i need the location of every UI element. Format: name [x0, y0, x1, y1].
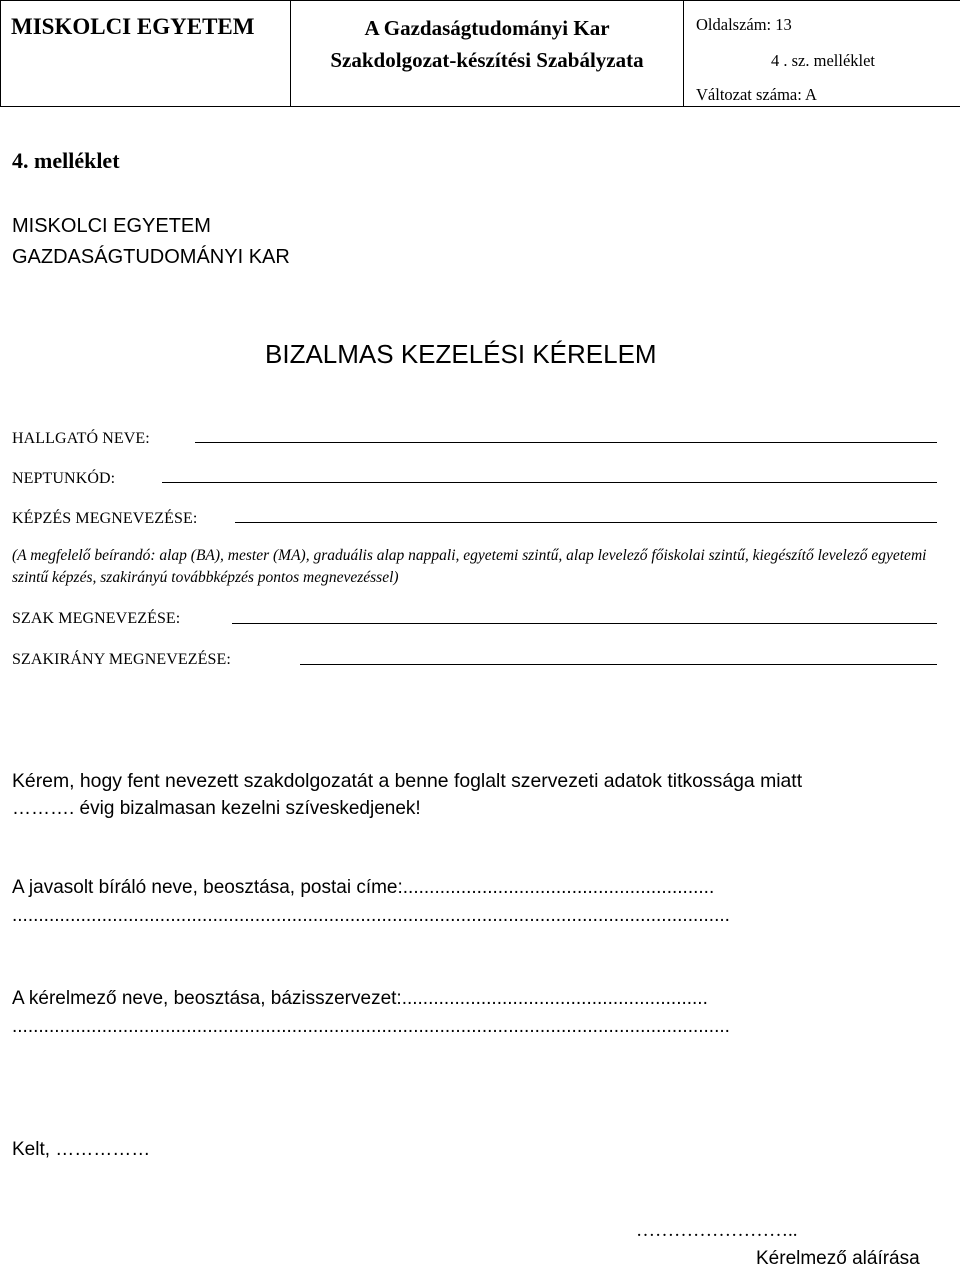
program-label: KÉPZÉS MEGNEVEZÉSE:	[12, 510, 198, 527]
signature-dotted-line[interactable]: ……………………..	[636, 1220, 798, 1241]
institution-faculty: GAZDASÁGTUDOMÁNYI KAR	[12, 246, 290, 268]
form-title: BIZALMAS KEZELÉSI KÉRELEM	[265, 339, 657, 369]
signature-label: Kérelmező aláírása	[756, 1248, 920, 1269]
date-label: Kelt, ……………	[12, 1139, 151, 1160]
header-regulation: Szakdolgozat-készítési Szabályzata	[330, 48, 644, 72]
program-field[interactable]	[235, 522, 937, 523]
request-text-line1: Kérem, hogy fent nevezett szakdolgozatát a benne foglalt szervezeti adatok titkossága miatt	[12, 770, 803, 792]
major-label: SZAK MEGNEVEZÉSE:	[12, 610, 181, 627]
header-faculty: A Gazdaságtudományi Kar	[364, 16, 610, 40]
header-page-number: Oldalszám: 13	[696, 15, 792, 34]
header-annex: 4 . sz. melléklet	[771, 51, 876, 70]
reviewer-label: A javasolt bíráló neve, beosztása, postai címe:...........................................................	[12, 877, 715, 898]
applicant-label: A kérelmező neve, beosztása, bázisszervezet:..........................................................	[12, 988, 708, 1009]
student-name-label: HALLGATÓ NEVE:	[12, 430, 150, 447]
institution-university: MISKOLCI EGYETEM	[12, 215, 211, 237]
specialization-field[interactable]	[300, 664, 937, 665]
reviewer-dotted-line[interactable]: ........................................................................................................................................	[12, 905, 730, 926]
header-university: MISKOLCI EGYETEM	[11, 14, 255, 39]
request-text-line2: ………. évig bizalmasan kezelni szíveskedjenek!	[12, 798, 421, 819]
header-faculty-cell	[291, 1, 684, 107]
page-header	[0, 0, 960, 107]
student-name-field[interactable]	[195, 442, 937, 443]
applicant-dotted-line[interactable]: ........................................................................................................................................	[12, 1016, 730, 1037]
specialization-label: SZAKIRÁNY MEGNEVEZÉSE:	[12, 651, 231, 668]
annex-title: 4. melléklet	[12, 148, 120, 173]
neptun-code-field[interactable]	[162, 482, 937, 483]
header-university-cell	[1, 1, 291, 107]
header-meta-cell	[684, 1, 960, 107]
program-note: (A megfelelő beírandó: alap (BA), mester (MA), graduális alap nappali, egyetemi szintű, alap levelező főiskolai szintű, kiegészítő levelező egyetemi szintű képzés, szakirányú továbbképzés pontos megnevezéssel)	[12, 547, 927, 586]
header-version: Változat száma: A	[696, 85, 817, 104]
neptun-code-label: NEPTUNKÓD:	[12, 470, 116, 487]
major-field[interactable]	[232, 623, 937, 624]
